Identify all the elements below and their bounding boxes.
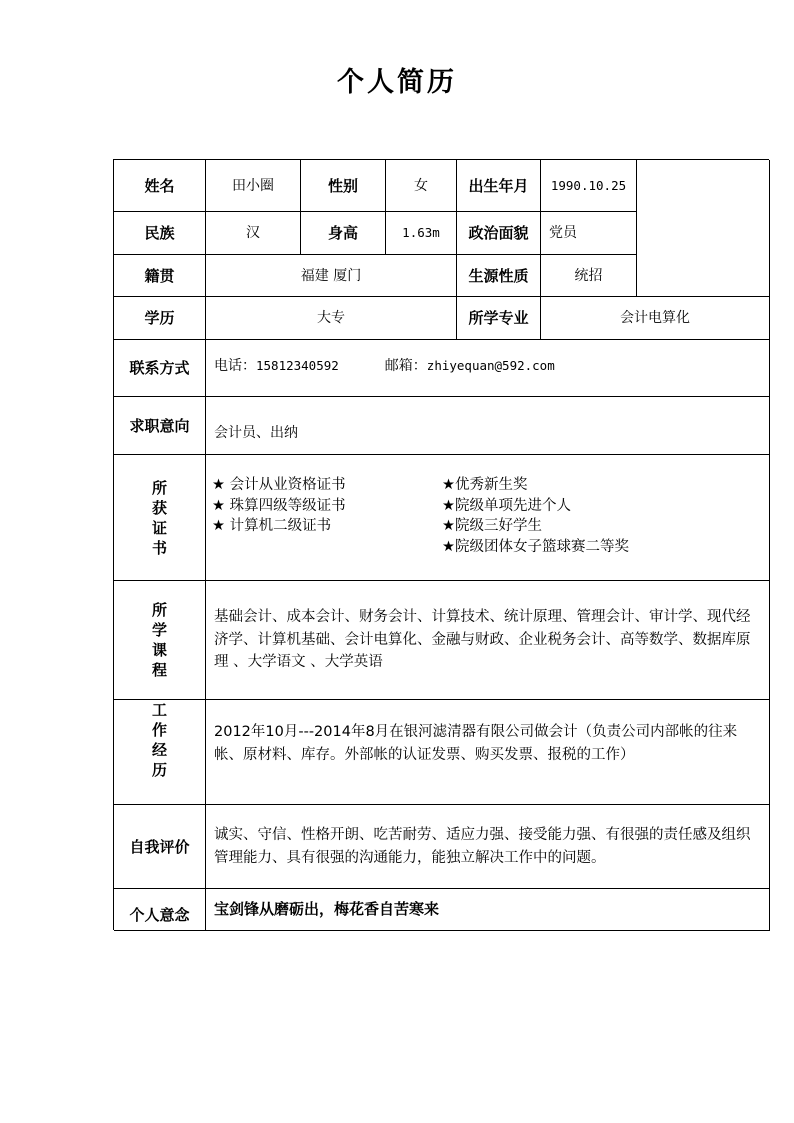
resume-title: 个人简历 — [337, 67, 457, 98]
ethnicity-value: 汉 — [206, 212, 301, 255]
courses-label: 所学课程 — [151, 601, 167, 679]
self-eval-value: 诚实、守信、性格开朗、吃苦耐劳、适应力强、接受能力强、有很强的责任感及组织管理能力、具有很强的沟通能力，能独立解决工作中的问题。 — [206, 805, 770, 889]
work-label: 工作经历 — [151, 701, 167, 779]
enrollment-label: 生源性质 — [457, 255, 541, 297]
height-label: 身高 — [301, 212, 386, 255]
email-value: zhiyequan@592.com — [426, 358, 555, 373]
education-value: 大专 — [206, 297, 457, 340]
contact-label: 联系方式 — [114, 340, 206, 397]
award-item: ★院级团体女子篮球赛二等奖 — [442, 538, 629, 555]
height-value: 1.63m — [386, 212, 457, 255]
political-value: 党员 — [541, 212, 637, 255]
education-label: 学历 — [114, 297, 206, 340]
name-label: 姓名 — [114, 160, 206, 212]
work-value: 2012年10月---2014年8月在银河滤清器有限公司做会计（负责公司内部帐的往来帐、原材料、库存。外部帐的认证发票、购买发票、报税的工作） — [206, 700, 770, 805]
motto-value: 宝剑锋从磨砺出，梅花香自苦寒来 — [206, 889, 770, 931]
certificates-label-cell — [114, 455, 206, 581]
certificate-item: ★ 珠算四级等级证书 — [212, 497, 346, 514]
certificate-item: ★ 会计从业资格证书 — [212, 477, 346, 493]
birth-label: 出生年月 — [457, 160, 541, 212]
courses-label-cell — [114, 581, 206, 700]
contact-value — [206, 340, 770, 397]
origin-label: 籍贯 — [114, 255, 206, 297]
certificates-value — [206, 455, 770, 581]
objective-label: 求职意向 — [114, 397, 206, 455]
phone-label: 电话： — [214, 358, 256, 374]
certificates-label: 所获证书 — [151, 478, 167, 557]
objective-value: 会计员、出纳 — [206, 397, 770, 455]
motto-label: 个人意念 — [114, 889, 206, 931]
certificate-item: ★ 计算机二级证书 — [212, 518, 332, 534]
origin-value: 福建 厦门 — [206, 255, 457, 297]
certificates-right-list — [442, 475, 629, 557]
political-label: 政治面貌 — [457, 212, 541, 255]
gender-label: 性别 — [301, 160, 386, 212]
award-item: ★院级三好学生 — [442, 518, 542, 534]
enrollment-value: 统招 — [541, 255, 637, 297]
photo-area — [637, 160, 770, 297]
courses-value: 基础会计、成本会计、财务会计、计算技术、统计原理、管理会计、审计学、现代经济学、计算机基础、会计电算化、金融与财政、企业税务会计、高等数学、数据库原理 、大学语文 、大学英语 — [206, 581, 770, 700]
certificates-left-list — [212, 475, 346, 537]
award-item: ★优秀新生奖 — [442, 477, 528, 493]
ethnicity-label: 民族 — [114, 212, 206, 255]
award-item: ★院级单项先进个人 — [442, 497, 571, 514]
resume-table — [113, 159, 769, 930]
major-label: 所学专业 — [457, 297, 541, 340]
major-value: 会计电算化 — [541, 297, 770, 340]
phone-value: 15812340592 — [256, 358, 339, 373]
birth-value: 1990.10.25 — [541, 160, 637, 212]
gender-value: 女 — [386, 160, 457, 212]
name-value: 田小圈 — [206, 160, 301, 212]
work-label-cell — [114, 700, 206, 805]
email-label: 邮箱： — [384, 358, 427, 374]
self-eval-label: 自我评价 — [114, 805, 206, 889]
